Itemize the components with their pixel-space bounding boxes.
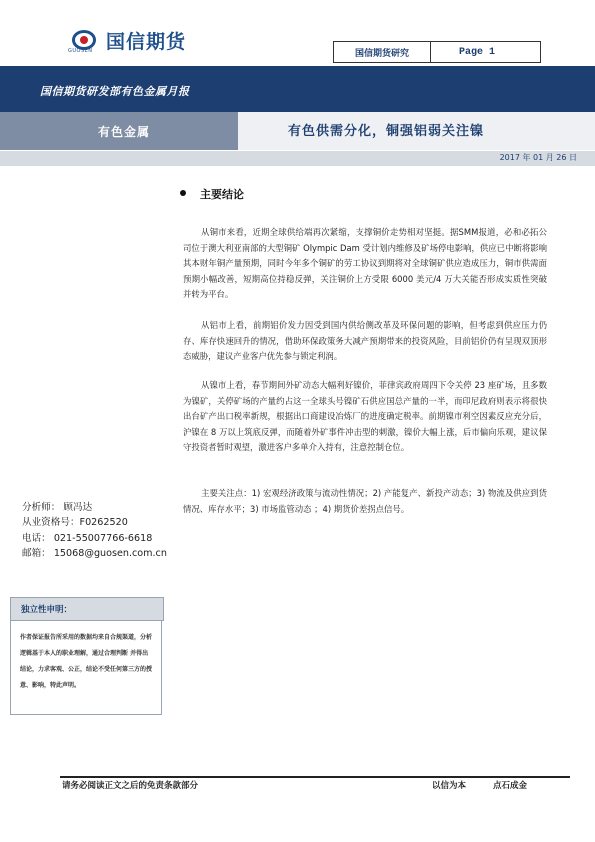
disclaimer-header [10,597,164,621]
logo-text: 国信期货 [106,31,187,53]
report-date: 2017 年 01 月 26 日 [499,153,577,162]
disclaimer-body: 作者保证报告所采用的数据均来自合规渠道，分析逻辑基于本人的职业理解，通过合理判断 并得出结论，力求客观、公正，结论不受任何第三方的授意、影响，特此声明。 [10,620,162,715]
report-headline: 有色供需分化，铜强铝弱关注镍 [288,124,485,139]
disclaimer-title: 独立性申明： [21,605,73,615]
report-series-title: 国信期货研发部有色金属月报 [40,85,190,98]
paragraph-copper: 从铜市来看，近期全球供给端再次紧缩，支撑铜价走势相对坚挺。据SMM报道，必和必拓公司位于澳大利亚南部的大型铜矿 Olympic Dam 受计划内维修及矿场停电影响，供应已中断将影响其本财年铜产量预期，同时今年多个铜矿的劳工协议到期将对全球铜矿供应造成压力，铜市供需面预期小幅改善，短期高位持稳反弹，关注铜价上方受限 6000 美元/4 万大关能否形成实质性突破并转为平台。 [183,227,547,299]
paragraph-focus-points: 主要关注点：1) 宏观经济政策与流动性情况；2) 产能复产、新投产动态；3) 物流及供应到货情况、库存水平；3) 市场监管动态 ；4) 期货价差拐点信号。 [183,488,547,514]
section-name: 有色金属 [98,125,151,139]
analyst-info [22,500,167,562]
paragraph-aluminum: 从铝市上看，前期铝价发力因受到国内供给侧改革及环保问题的影响，但考虑到供应压力仍存、库存快速回升的情况，借助环保政策务大减产预期带来的投资风险，目前铝价仍有呈现双顶形态威胁，建议产业客户优先参与锁定利润。 [183,320,547,361]
paragraph-nickel: 从镍市上看，春节期间外矿动态大幅利好镍价，菲律宾政府周四下令关停 23 座矿场，且多数为镍矿，关停矿场的产量约占这一全球头号镍矿石供应国总产量的一半，而印尼政府则表示将很快出台矿产出口税率新规，根据出口商建设冶炼厂的进度确定税率。前期镍市利空因素反应充分后，沪镍在 8 万以上筑底反弹，而随着外矿事件冲击型的刺激，镍价大幅上涨，后市偏向乐观，建议保守投资者暂时观望，激进客户多单介入持有，注意控制仓位。 [183,380,547,452]
logo-subtext: GUOSEN [68,48,93,54]
footer-disclaimer-note: 请务必阅读正文之后的免责条款部分 [62,781,199,791]
footer-slogan-1: 以信为本 [432,781,467,791]
bullet-icon [180,190,186,196]
section-tab [0,112,238,150]
page-info-box [333,41,541,63]
analyst-cert: 从业资格号：F0262520 [22,517,128,529]
analyst-phone: 电话： 021-55007766-6618 [22,532,153,544]
report-label: 国信期货研究 [334,42,431,62]
analyst-email[interactable]: 邮箱： 15068@guosen.com.cn [22,548,167,560]
section-title: 主要结论 [200,188,244,201]
analyst-name: 分析师： 顾冯达 [22,502,93,513]
footer-rule [60,776,570,778]
page-number: Page 1 [459,46,496,58]
footer-slogan-2: 点石成金 [493,781,528,791]
